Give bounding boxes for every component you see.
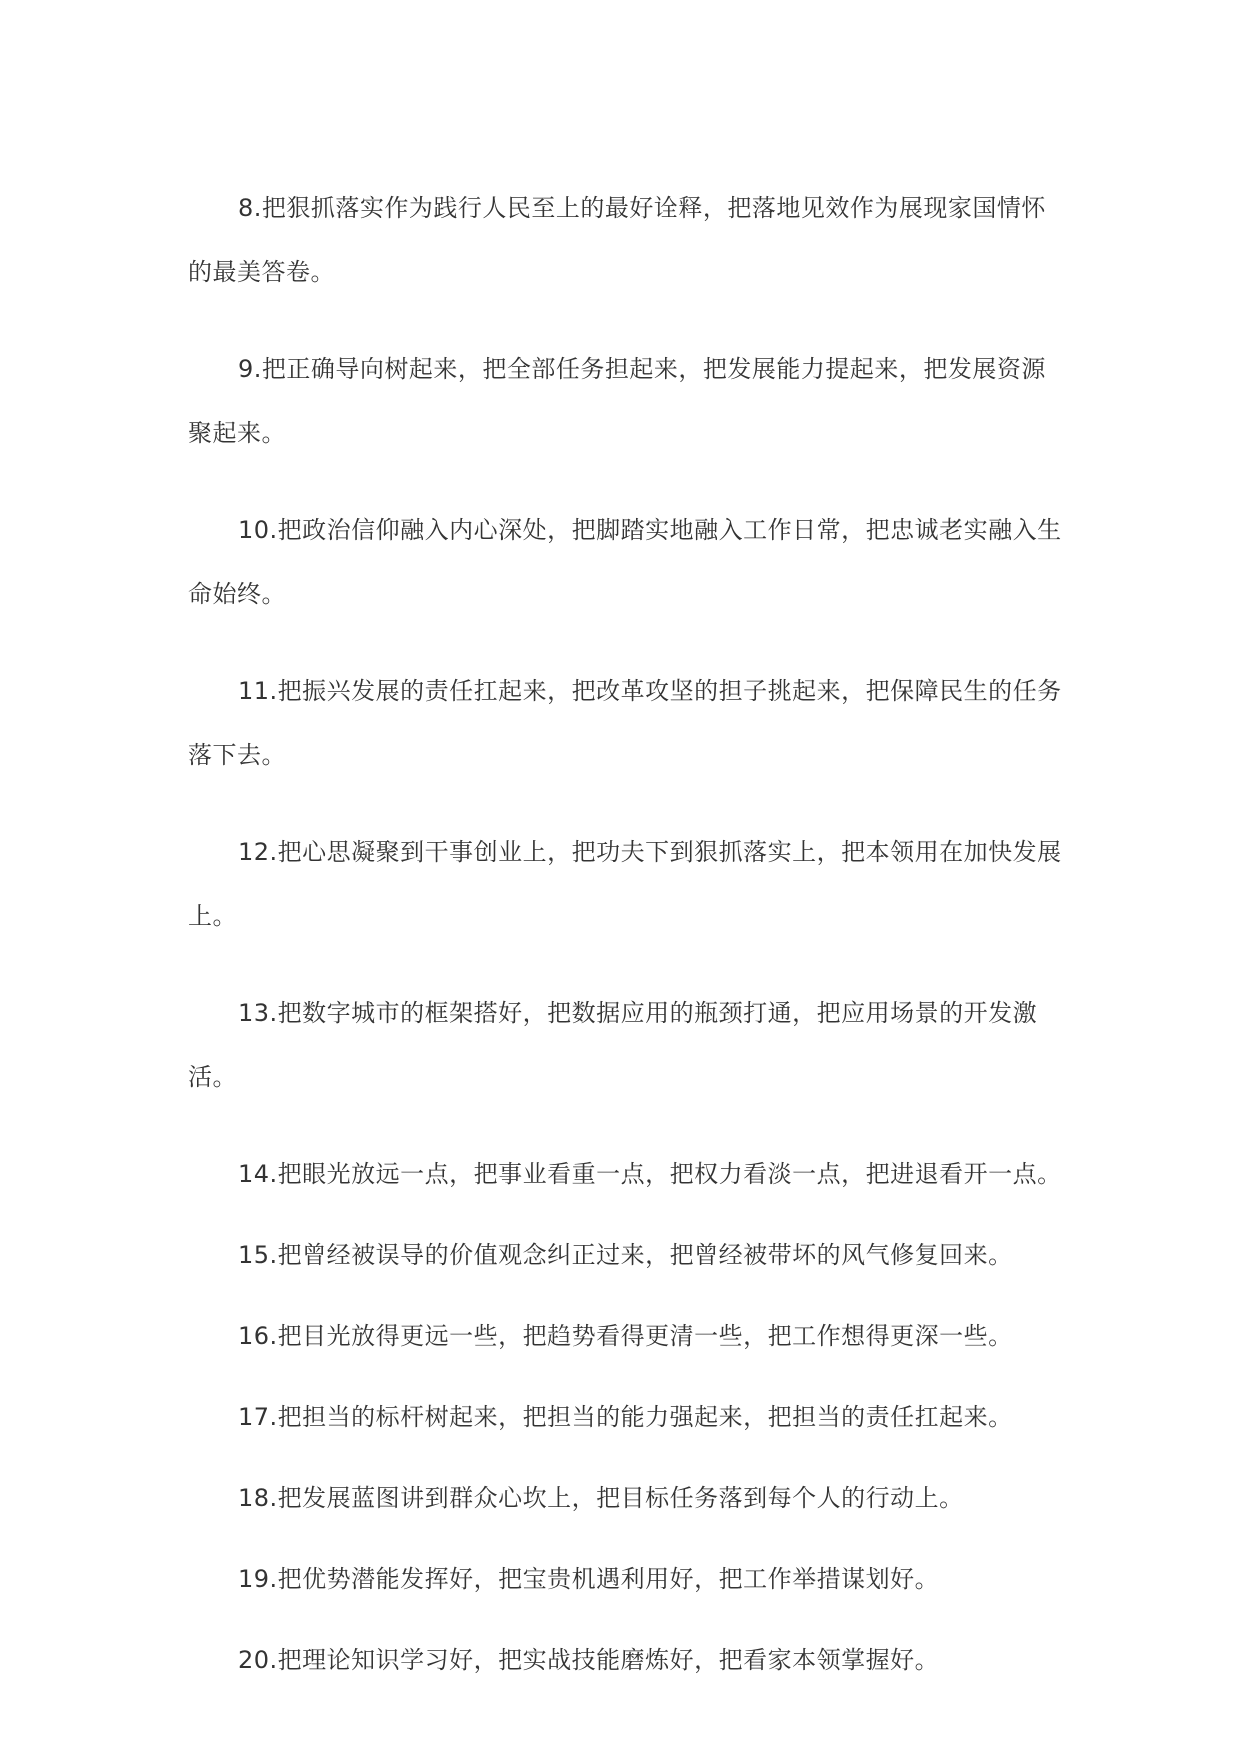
paragraph-14: 14.把眼光放远一点，把事业看重一点，把权力看淡一点，把进退看开一点。 [238,1160,1062,1188]
paragraph-16: 16.把目光放得更远一些，把趋势看得更清一些，把工作想得更深一些。 [238,1322,1013,1350]
paragraph-15: 15.把曾经被误导的价值观念纠正过来，把曾经被带坏的风气修复回来。 [238,1241,1013,1269]
paragraph-8: 8.把狠抓落实作为践行人民至上的最好诠释，把落地见效作为展现家国情怀的最美答卷。 [188,194,1046,286]
paragraph-12: 12.把心思凝聚到干事创业上，把功夫下到狠抓落实上，把本领用在加快发展上。 [188,838,1062,930]
paragraph-11: 11.把振兴发展的责任扛起来，把改革攻坚的担子挑起来，把保障民生的任务落下去。 [188,677,1062,769]
paragraph-10: 10.把政治信仰融入内心深处，把脚踏实地融入工作日常，把忠诚老实融入生命始终。 [188,516,1062,608]
paragraph-9: 9.把正确导向树起来，把全部任务担起来，把发展能力提起来，把发展资源聚起来。 [188,355,1046,447]
document-body [188,176,1068,1709]
paragraph-18: 18.把发展蓝图讲到群众心坎上，把目标任务落到每个人的行动上。 [238,1484,964,1512]
paragraph-17: 17.把担当的标杆树起来，把担当的能力强起来，把担当的责任扛起来。 [238,1403,1013,1431]
paragraph-19: 19.把优势潜能发挥好，把宝贵机遇利用好，把工作举措谋划好。 [238,1565,940,1593]
paragraph-13: 13.把数字城市的框架搭好，把数据应用的瓶颈打通，把应用场景的开发激活。 [188,999,1038,1091]
paragraph-20: 20.把理论知识学习好，把实战技能磨炼好，把看家本领掌握好。 [238,1646,940,1674]
